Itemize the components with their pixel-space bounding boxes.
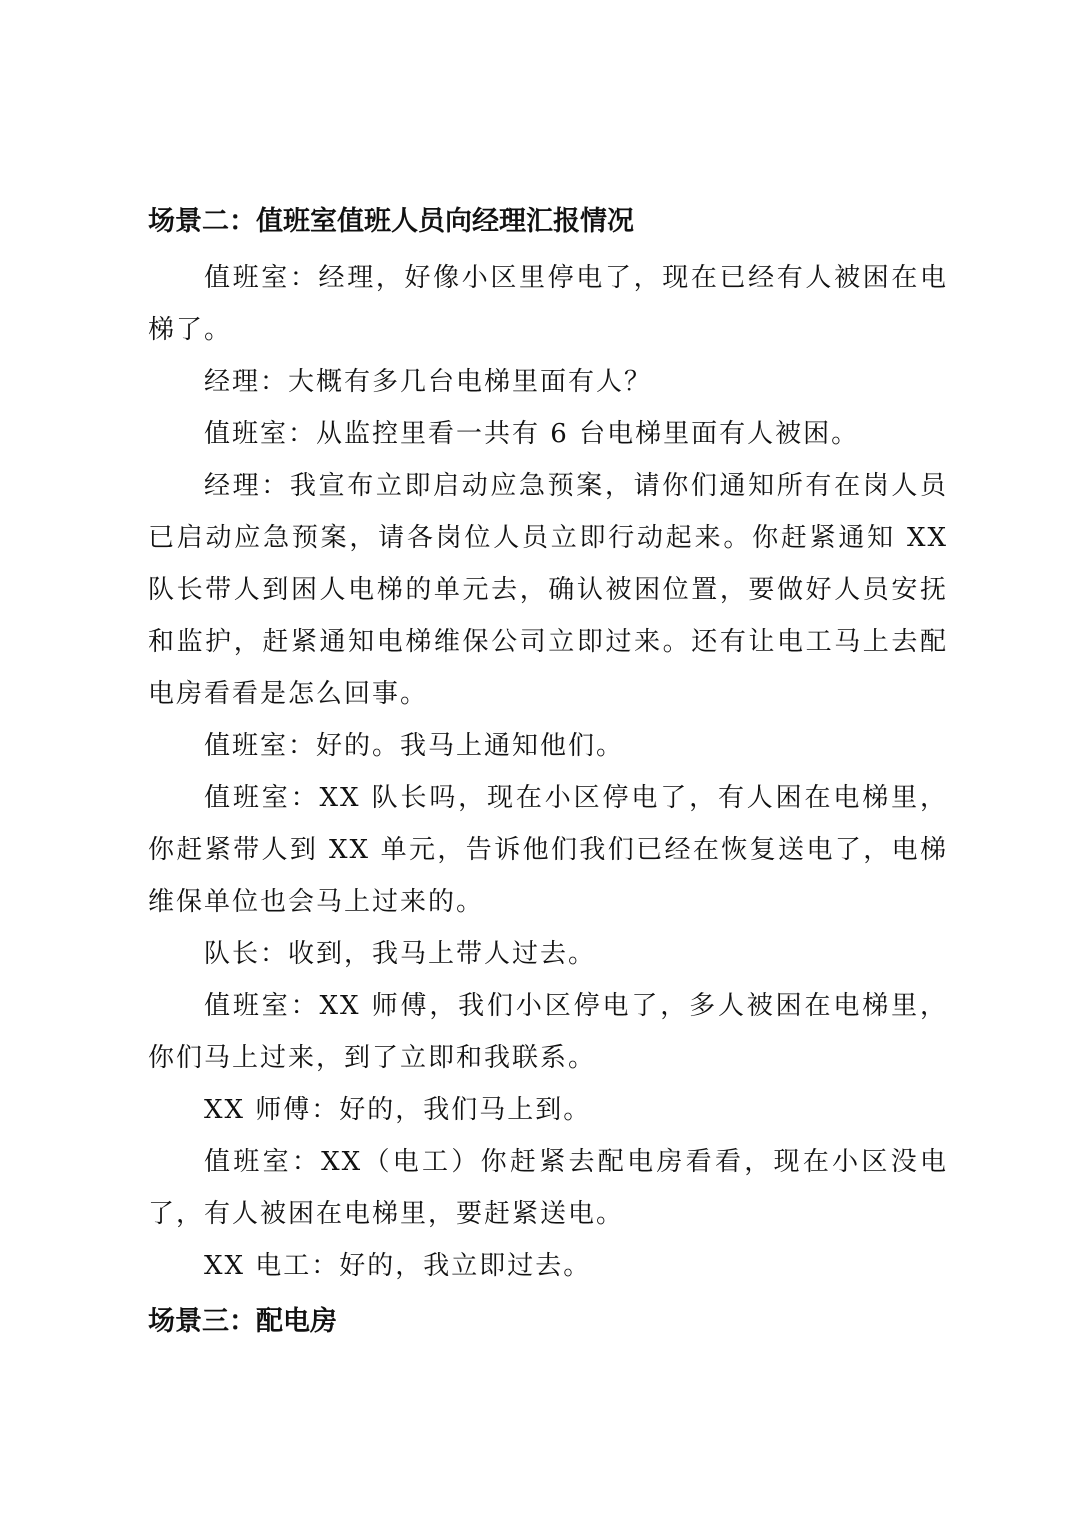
document-page: [148, 196, 948, 1348]
dialogue-paragraph: 值班室：经理，好像小区里停电了，现在已经有人被困在电梯了。: [148, 263, 948, 345]
dialogue-paragraph: XX 电工：好的，我立即过去。: [204, 1251, 592, 1281]
dialogue-paragraph: 队长：收到，我马上带人过去。: [204, 939, 597, 969]
dialogue-paragraph: 经理：大概有多几台电梯里面有人？: [204, 367, 653, 397]
dialogue-paragraph: 值班室：XX（电工）你赶紧去配电房看看，现在小区没电了，有人被困在电梯里，要赶紧送电。: [148, 1147, 948, 1229]
dialogue-paragraph: XX 师傅：好的，我们马上到。: [204, 1095, 592, 1125]
scene2-heading: 场景二：值班室值班人员向经理汇报情况: [148, 206, 634, 237]
dialogue-paragraph: 值班室：好的。我马上通知他们。: [204, 731, 625, 761]
dialogue-paragraph: 值班室：从监控里看一共有 6 台电梯里面有人被困。: [204, 419, 860, 449]
dialogue-paragraph: 经理：我宣布立即启动应急预案，请你们通知所有在岗人员已启动应急预案，请各岗位人员立即行动起来。你赶紧通知 XX 队长带人到困人电梯的单元去，确认被困位置，要做好人员安抚和监护，赶紧通知电梯维保公司立即过来。还有让电工马上去配电房看看是怎么回事。: [148, 471, 948, 709]
dialogue-paragraph: 值班室：XX 师傅，我们小区停电了，多人被困在电梯里，你们马上过来，到了立即和我联系。: [148, 991, 948, 1073]
scene3-heading: 场景三：配电房: [148, 1306, 337, 1337]
dialogue-paragraph: 值班室：XX 队长吗，现在小区停电了，有人困在电梯里，你赶紧带人到 XX 单元，告诉他们我们已经在恢复送电了，电梯维保单位也会马上过来的。: [148, 783, 948, 917]
